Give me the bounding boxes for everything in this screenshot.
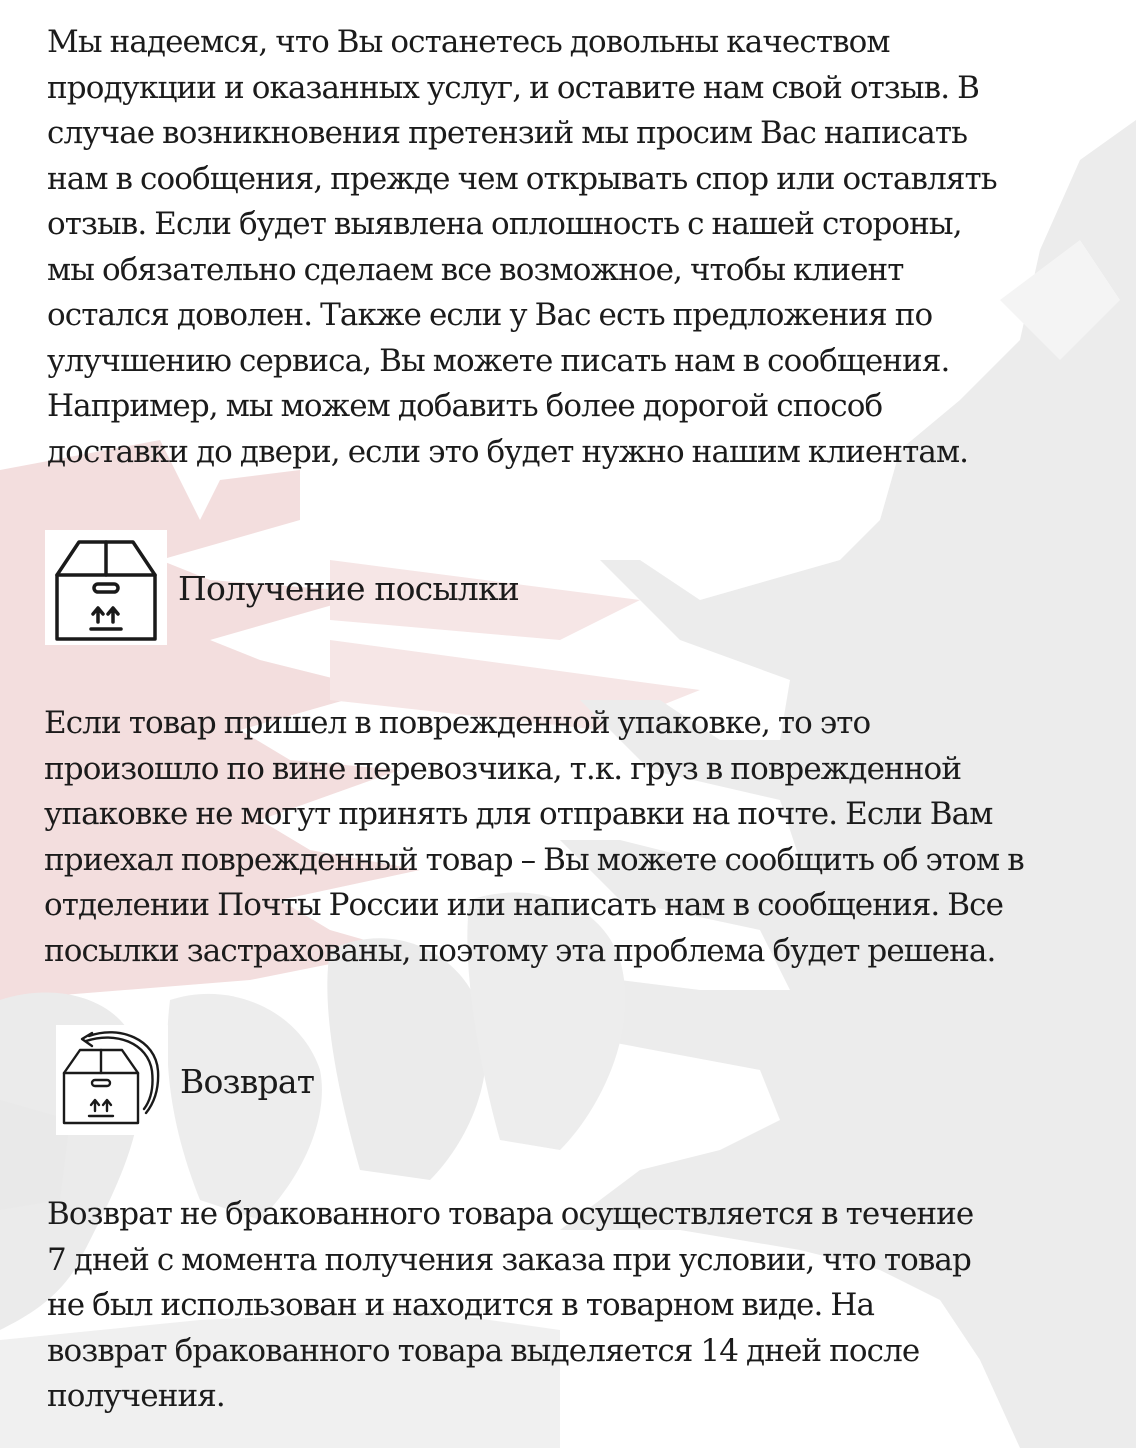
package-return-icon [56, 1025, 168, 1135]
intro-line: Например, мы можем добавить более дорогой способ [47, 388, 883, 424]
intro-line: доставки до двери, если это будет нужно нашим клиентам. [47, 433, 969, 470]
receiving-paragraph [44, 701, 1024, 974]
intro-line: улучшению сервиса, Вы можете писать нам в сообщения. [47, 342, 950, 379]
intro-line: случае возникновения претензий мы просим Вас написать [47, 115, 968, 151]
returns-line: Возврат не бракованного товара осуществляется в течение [47, 1196, 974, 1232]
section-title-receiving: Получение посылки [178, 569, 519, 608]
intro-paragraph [47, 20, 997, 475]
receiving-line: приехал поврежденный товар – Вы можете сообщить об этом в [44, 841, 1024, 878]
returns-line: 7 дней с момента получения заказа при условии, что товар [47, 1241, 971, 1278]
returns-line: возврат бракованного товара выделяется 14 дней после [47, 1332, 920, 1369]
receiving-line: Если товар пришел в поврежденной упаковке, то это [44, 705, 871, 741]
returns-paragraph [47, 1192, 973, 1420]
section-title-returns: Возврат [180, 1062, 315, 1101]
receiving-line: посылки застрахованы, поэтому эта проблема будет решена. [44, 932, 996, 969]
package-box-icon [45, 530, 167, 645]
intro-line: продукции и оказанных услуг, и оставите нам свой отзыв. В [47, 69, 980, 106]
receiving-line: упаковке не могут принять для отправки на почте. Если Вам [44, 796, 993, 832]
intro-line: мы обязательно сделаем все возможное, чтобы клиент [47, 251, 904, 288]
returns-line: не был использован и находится в товарном виде. На [47, 1287, 875, 1323]
receiving-line: отделении Почты России или написать нам в сообщения. Все [44, 887, 1004, 923]
intro-line: нам в сообщения, прежде чем открывать спор или оставлять [47, 160, 997, 197]
receiving-line: произошло по вине перевозчика, т.к. груз в поврежденной [44, 750, 962, 787]
intro-line: Мы надеемся, что Вы останетесь довольны качеством [47, 24, 890, 60]
intro-line: остался доволен. Также если у Вас есть предложения по [47, 297, 933, 333]
intro-line: отзыв. Если будет выявлена оплошность с нашей стороны, [47, 206, 962, 242]
returns-line: получения. [47, 1378, 225, 1414]
